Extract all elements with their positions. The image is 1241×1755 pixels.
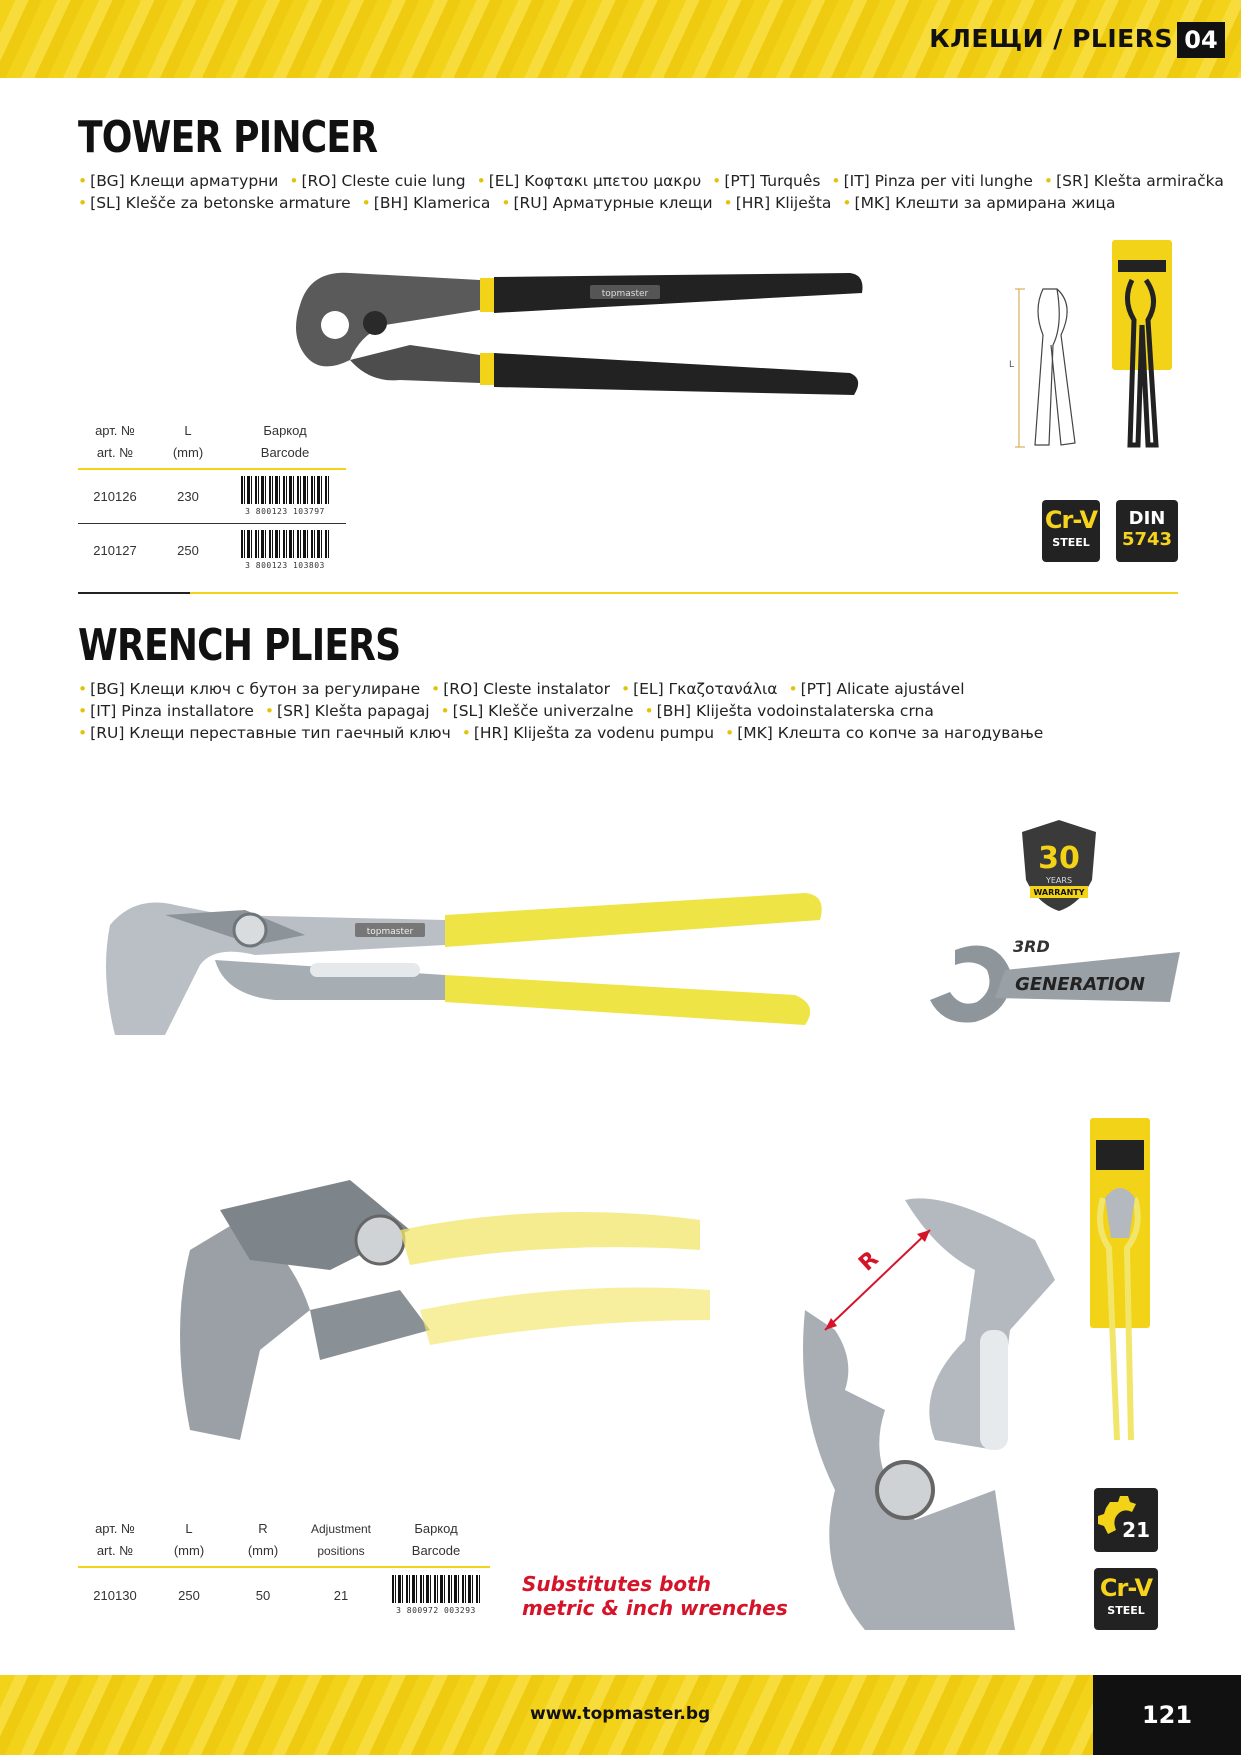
- tower-pincer-dimension-drawing: [1009, 285, 1085, 450]
- section-title-tower-pincer: TOWER PINCER: [78, 112, 378, 163]
- page-number: 121: [1093, 1675, 1241, 1755]
- table-header: арт. №: [95, 1521, 135, 1536]
- length-value: 230: [152, 469, 224, 523]
- header-title: КЛЕЩИ / PLIERS: [929, 24, 1173, 53]
- table-header: (mm): [152, 1540, 226, 1567]
- wrench-pliers-packaging-image: [1085, 1118, 1155, 1448]
- translation-line: • [SL] Klešče za betonske armature • [BH] Klamerica • [RU] Арматурные клещи • [HR] Kliješta • [MK] Клешти за армирана жица: [78, 194, 1116, 212]
- wrench-pliers-image: [105, 885, 825, 1035]
- generation-label: GENERATION: [1015, 974, 1145, 995]
- adjustment-positions-number: 21: [1122, 1518, 1150, 1542]
- wrench-pliers-closeup-image: [150, 1170, 710, 1450]
- adjustment-positions-value: 21: [333, 1588, 349, 1603]
- table-header: (mm): [152, 442, 224, 469]
- table-row: [78, 1567, 490, 1623]
- tower-pincer-brand: topmaster: [601, 289, 649, 299]
- barcode: 3 800123 103797: [224, 469, 346, 523]
- length-value: 250: [177, 542, 199, 558]
- warranty-years: 30: [1038, 841, 1080, 876]
- table-header: Barcode: [224, 442, 346, 469]
- tagline: Substitutes both metric & inch wrenches: [522, 1572, 788, 1620]
- warranty-shield-badge: [1018, 818, 1100, 913]
- table-row: [78, 469, 346, 523]
- table-row: [78, 523, 346, 577]
- art-number: 210127: [93, 542, 137, 558]
- third-generation-logo: [915, 930, 1185, 1030]
- table-header: Баркод: [263, 423, 307, 438]
- art-number: 210126: [78, 469, 152, 523]
- table-header: Adjustment: [310, 1522, 372, 1536]
- wrench-jaw-closeup-image: [795, 1190, 1055, 1630]
- translation-line: • [RU] Клещи переставные тип гаечный ключ • [HR] Kliješta za vodenu pumpu • [MK] Клешта со копче за нагодување: [78, 724, 1044, 742]
- crv-steel-badge: Cr-V STEEL: [1094, 1568, 1158, 1630]
- barcode: 3 800972 003293: [382, 1567, 490, 1623]
- art-number: 210130: [93, 1588, 137, 1603]
- svg-text:YEARS: YEARS: [1045, 876, 1073, 885]
- table-header: Barcode: [382, 1540, 490, 1567]
- dimension-label-l: L: [1009, 360, 1015, 370]
- tower-pincer-image: [290, 265, 940, 425]
- wrench-pliers-brand: topmaster: [366, 927, 414, 937]
- din-badge: DIN 5743: [1116, 500, 1178, 562]
- section-divider-dark: [78, 592, 190, 594]
- translations-tower-pincer: [78, 170, 1224, 214]
- table-header: Баркод: [414, 1521, 458, 1536]
- table-header: (mm): [226, 1540, 300, 1567]
- table-header: L: [185, 1521, 193, 1536]
- section-number-badge: 04: [1177, 22, 1225, 58]
- dimension-label-r: R: [854, 1246, 884, 1277]
- translation-line: • [IT] Pinza installatore • [SR] Klešta papagaj • [SL] Klešče univerzalne • [BH] Kliješta vodoinstalaterska crna: [78, 702, 934, 720]
- crv-steel-badge: Cr-V STEEL: [1042, 500, 1100, 562]
- table-header: positions: [300, 1540, 382, 1567]
- translations-wrench-pliers: [78, 678, 1178, 744]
- table-header: art. №: [78, 1540, 152, 1567]
- table-header: R: [258, 1521, 268, 1536]
- svg-text:WARRANTY: WARRANTY: [1033, 888, 1085, 897]
- svg-text:3RD: 3RD: [1013, 937, 1050, 956]
- footer-url: www.topmaster.bg: [530, 1704, 711, 1724]
- adjustment-positions-badge: [1094, 1488, 1158, 1552]
- translation-line: • [BG] Клещи арматурни • [RO] Cleste cuie lung • [EL] Κοφτακι μπετου μακρυ • [PT] Turquês • [IT] Pinza per viti lunghe • [SR] Klešta armiračka: [78, 172, 1224, 190]
- barcode: 3 800123 103803: [224, 523, 346, 577]
- wrench-pliers-spec-table: [78, 1518, 490, 1623]
- section-divider-yellow: [190, 592, 1178, 594]
- section-title-wrench-pliers: WRENCH PLIERS: [78, 620, 401, 671]
- table-header: арт. №: [95, 423, 135, 438]
- tower-pincer-packaging-image: [1108, 240, 1176, 450]
- r-value: 50: [255, 1588, 271, 1603]
- tower-pincer-spec-table: [78, 420, 346, 577]
- table-header: L: [184, 423, 192, 438]
- table-header: art. №: [78, 442, 152, 469]
- length-value: 250: [178, 1588, 200, 1603]
- translation-line: • [BG] Клещи ключ с бутон за регулиране • [RO] Cleste instalator • [EL] Γκαζοτανάλια • [PT] Alicate ajustável: [78, 680, 965, 698]
